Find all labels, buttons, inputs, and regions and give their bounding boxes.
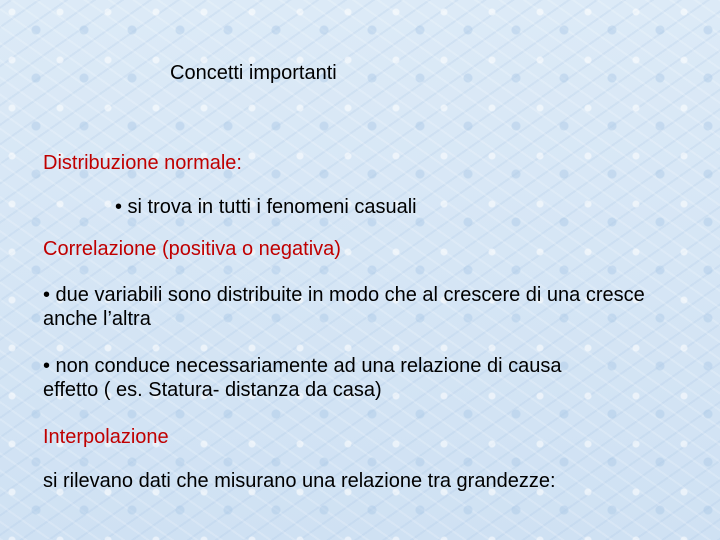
slide-title: Concetti importanti [170,62,337,84]
bullet-fenomeni-casuali: • si trova in tutti i fenomeni casuali [115,196,417,218]
heading-correlazione: Correlazione (positiva o negativa) [43,238,341,260]
heading-distribuzione-normale: Distribuzione normale: [43,152,242,174]
heading-interpolazione: Interpolazione [43,426,169,448]
bullet-variabili-distribuite: • due variabili sono distribuite in modo che al crescere di una cresce anche l’altra [43,284,645,330]
bullet-causa-effetto: • non conduce necessariamente ad una relazione di causa effetto ( es. Statura- distanza da casa) [43,355,562,401]
text-rilevano-dati: si rilevano dati che misurano una relazione tra grandezze: [43,470,556,492]
